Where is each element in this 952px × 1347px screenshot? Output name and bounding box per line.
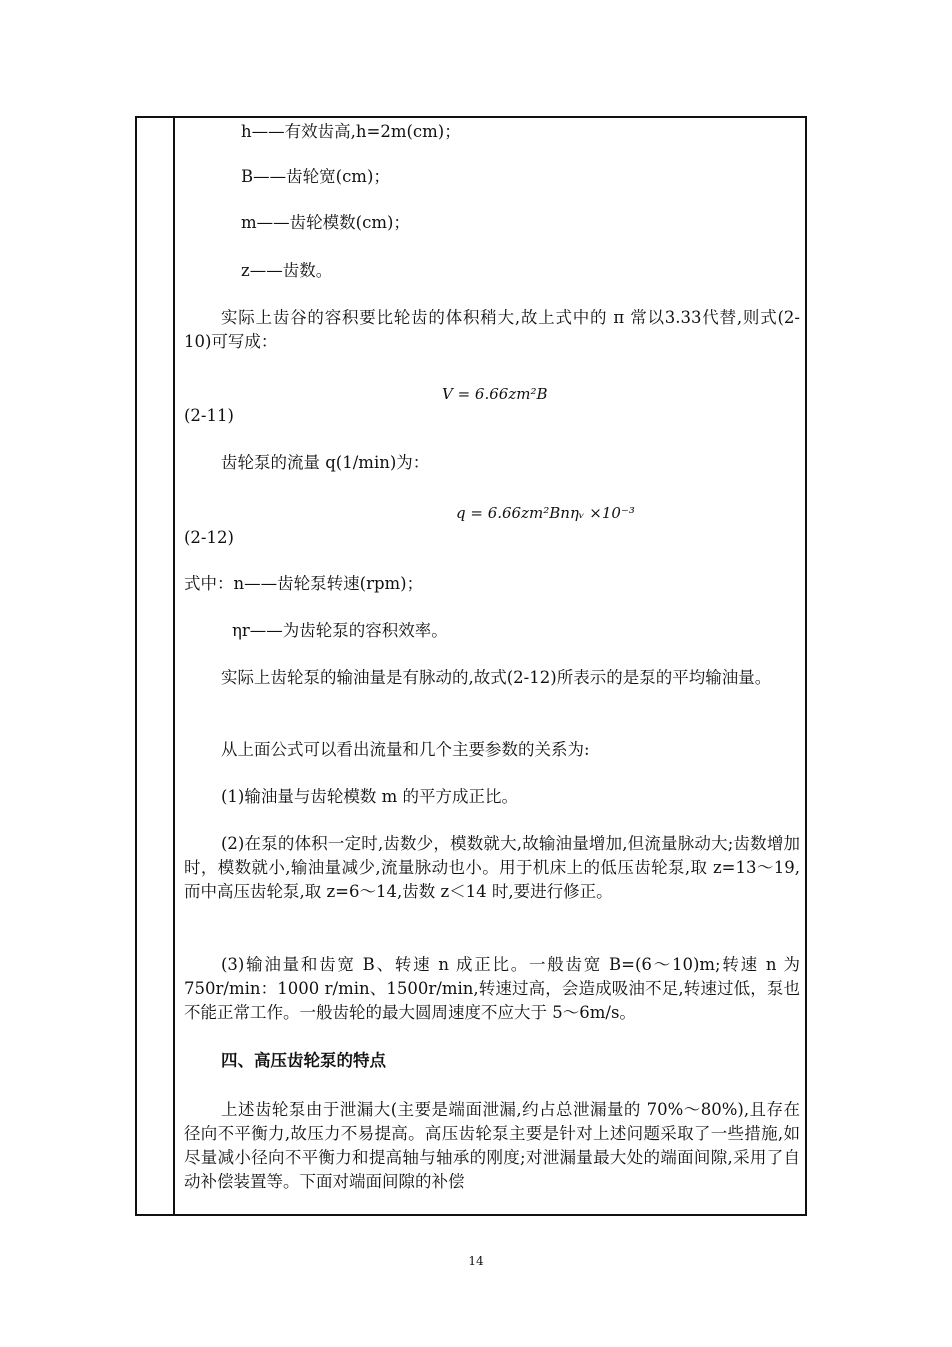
- section-title: 四、高压齿轮泵的特点: [221, 1051, 386, 1070]
- eta-def: ηr——为齿轮泵的容积效率。: [232, 621, 448, 640]
- def-z: z——齿数。: [241, 261, 333, 280]
- item-1: (1)输油量与齿轮模数 m 的平方成正比。: [221, 787, 519, 806]
- def-b: B——齿轮宽(cm)；: [241, 167, 390, 186]
- flow-intro: 齿轮泵的流量 q(1/min)为：: [221, 453, 430, 472]
- where-n: 式中：n——齿轮泵转速(rpm)；: [184, 574, 424, 593]
- item-2: (2)在泵的体积一定时,齿数少，模数就大,故输油量增加,但流量脉动大;齿数增加时，模数就小,输油量减少,流量脉动也小。用于机床上的低压齿轮泵,取 z=13～19,而中高压齿轮泵,取 z=6～14,齿数 z＜14 时,要进行修正。: [184, 834, 800, 901]
- formula-2-11: V = 6.66zm²B: [442, 385, 548, 403]
- def-h: h——有效齿高,h=2m(cm)；: [241, 122, 461, 141]
- column-divider: [173, 118, 175, 1214]
- para-high-pressure: 上述齿轮泵由于泄漏大(主要是端面泄漏,约占总泄漏量的 70%～80%),且存在径向不平衡力,故压力不易提高。高压齿轮泵主要是针对上述问题采取了一些措施,如尽量减小径向不平衡力和提高轴与轴承的刚度;对泄漏量最大处的端面间隙,采用了自动补偿装置等。下面对端面间隙的补偿: [184, 1100, 800, 1191]
- def-m: m——齿轮模数(cm)；: [241, 213, 410, 232]
- formula-2-12: q = 6.66zm²Bnηᵥ ×10⁻³: [456, 504, 635, 522]
- para-relation: 从上面公式可以看出流量和几个主要参数的关系为:: [221, 740, 590, 759]
- eq-number-2-11: (2-11): [184, 406, 234, 425]
- page-content: [184, 116, 800, 1214]
- para-pi: 实际上齿谷的容积要比轮齿的体积稍大,故上式中的 π 常以3.33代替,则式(2-10)可写成：: [184, 308, 800, 351]
- para-pulse: 实际上齿轮泵的输油量是有脉动的,故式(2-12)所表示的是泵的平均输油量。: [221, 668, 772, 687]
- page-number: 14: [468, 1254, 484, 1268]
- eq-number-2-12: (2-12): [184, 528, 234, 547]
- item-3: (3)输油量和齿宽 B、转速 n 成正比。一般齿宽 B=(6～10)m;转速 n 为750r/min：1000 r/min、1500r/min,转速过高，会造成吸油不足,转速过低，泵也不能正常工作。一般齿轮的最大圆周速度不应大于 5～6m/s。: [184, 955, 800, 1022]
